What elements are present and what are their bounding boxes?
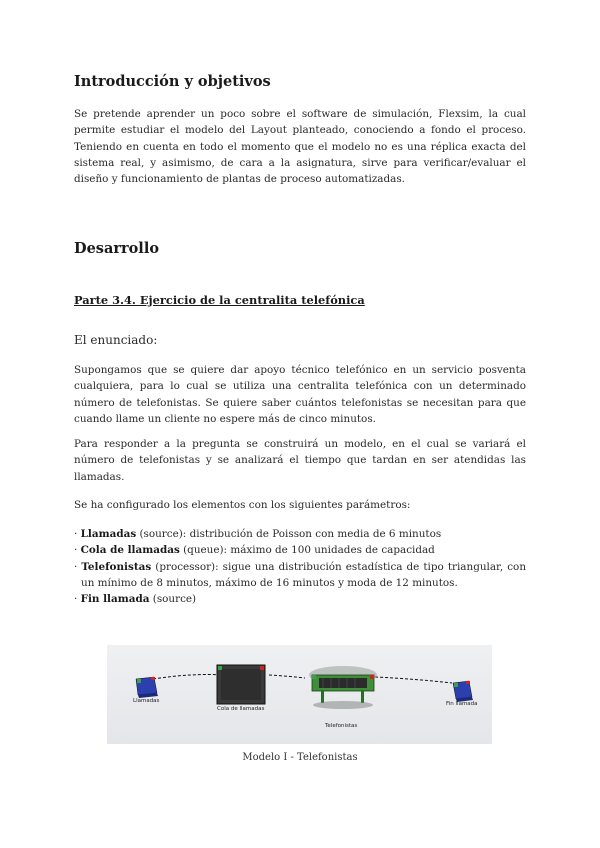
- queue-cola-icon: [217, 665, 265, 704]
- param-desc: (source): [149, 593, 197, 606]
- label-source: Llamadas: [133, 698, 160, 704]
- param-desc: (source): distribución de Poisson con media de 6 minutos: [136, 528, 442, 540]
- label-processor: Telefonistas: [325, 723, 358, 729]
- enunciado-paragraph-1: Supongamos que se quiere dar apoyo técnico telefónico en un servicio posventa cualquiera, para lo cual se utiliza una centralita telefónica con un determinado número de telefonistas. Se quiere saber cuántos telefonistas se necesitan para que cuando llame un cliente no espere más de cinco minutos.: [74, 364, 526, 425]
- param-desc: (processor): sigue una distribución estadística de tipo triangular, con un mínimo de 8 minutos, máximo de 16 minutos y moda de 12 minutos.: [81, 560, 527, 589]
- bullet: ·: [74, 528, 81, 540]
- section-title-development: Desarrollo: [74, 240, 159, 257]
- enunciado-label: El enunciado:: [74, 333, 158, 347]
- connector-line: [153, 675, 225, 680]
- bullet: ·: [74, 560, 82, 573]
- source-llamadas-icon: [136, 677, 158, 698]
- enunciado-paragraph-2: Para responder a la pregunta se construirá un modelo, en el cual se variará el número de telefonistas y se analizará el tiempo que tardan en ser atendidas las llamadas.: [74, 438, 526, 483]
- param-name: Cola de llamadas: [80, 544, 180, 557]
- figure-caption: Modelo I - Telefonistas: [242, 752, 358, 763]
- list-item: [74, 526, 526, 542]
- param-name: Telefonistas: [81, 560, 152, 573]
- connector-line: [269, 675, 305, 678]
- label-queue: Cola de llamadas: [217, 706, 265, 712]
- section-title-intro: Introducción y objetivos: [74, 73, 271, 90]
- bullet: ·: [74, 544, 81, 557]
- label-sink: Fin llamada: [446, 701, 478, 707]
- intro-paragraph: Se pretende aprender un poco sobre el software de simulación, Flexsim, la cual permite estudiar el modelo del Layout planteado, conociendo a fondo el proceso. Teniendo en cuenta en todo el momento que el modelo no es una réplica exacta del sistema real, y asimismo, de cara a la asignatura, sirve para verificar/evaluar el diseño y funcionamiento de plantas de proceso automatizadas.: [74, 108, 526, 186]
- param-name: Fin llamada: [80, 593, 150, 606]
- processor-telefonistas-icon: [309, 666, 377, 709]
- model-diagram: [107, 645, 492, 744]
- connector-line: [375, 677, 452, 683]
- config-intro: Se ha configurado los elementos con los siguientes parámetros:: [74, 499, 411, 511]
- list-item: [74, 559, 526, 592]
- list-item: [74, 542, 526, 558]
- bullet: ·: [74, 593, 81, 606]
- part-title: Parte 3.4. Ejercicio de la centralita telefónica: [74, 293, 365, 307]
- list-item: [74, 591, 526, 607]
- param-desc: (queue): máximo de 100 unidades de capacidad: [179, 544, 435, 557]
- param-name: Llamadas: [80, 528, 137, 540]
- flexsim-model-figure: [107, 645, 492, 744]
- parameter-list: [74, 526, 526, 607]
- sink-fin-llamada-icon: [453, 681, 473, 702]
